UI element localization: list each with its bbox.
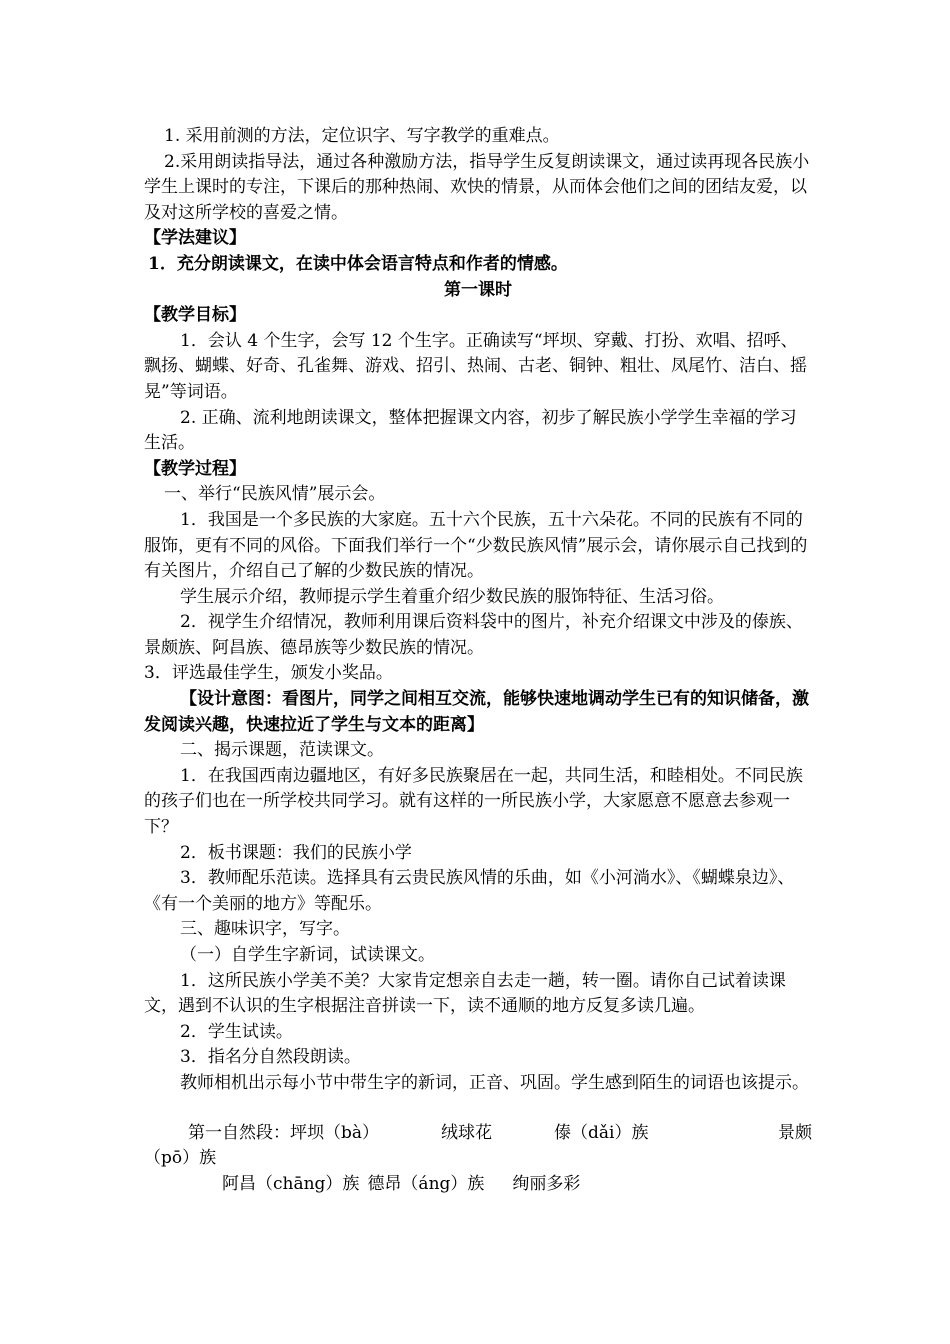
process-paragraph: 1．我国是一个多民族的大家庭。五十六个民族，五十六朵花。不同的民族有不同的服饰，更有不同的风俗。下面我们举行一个“少数民族风情”展示会，请你展示自己找到的有关图片，介绍自己了解的少数民族的情况。 <box>144 509 808 582</box>
vocab-item: 绒球花 <box>441 1122 493 1143</box>
process-step-2: 二、揭示课题，范读课文。 <box>180 740 384 761</box>
process-paragraph: 3．指名分自然段朗读。 <box>180 1047 361 1068</box>
spacer <box>144 1097 812 1121</box>
process-paragraph: 2．视学生介绍情况，教师利用课后资料袋中的图片，补充介绍课文中涉及的傣族、景颇族、阿昌族、德昂族等少数民族的情况。 <box>144 612 803 658</box>
process-paragraph: 2．板书课题：我们的民族小学 <box>180 842 412 863</box>
process-paragraph: 1．在我国西南边疆地区，有好多民族聚居在一起，共同生活，和睦相处。不同民族的孩子们也在一所学校共同学习。就有这样的一所民族小学，大家愿意不愿意去参观一下？ <box>144 765 803 838</box>
vocab-item: 第一自然段：坪坝（bà） <box>188 1122 380 1143</box>
goal-item-2: 2. 正确、流利地朗读课文，整体把握课文内容，初步了解民族小学学生幸福的学习生活。 <box>144 407 797 454</box>
method-item-1: 1. 采用前测的方法，定位识字、写字教学的重难点。 <box>164 126 560 146</box>
vocab-item: 绚丽多彩 <box>512 1173 581 1194</box>
vocab-item: 阿昌（chāng）族 <box>222 1173 360 1194</box>
goal-item-1: 1．会认 4 个生字，会写 12 个生字。正确读写“坪坝、穿戴、打扮、欢唱、招呼、飘扬、蝴蝶、好奇、孔雀舞、游戏、招引、热闹、古老、铜钟、粗壮、凤尾竹、洁白、摇晃”等词语。 <box>144 330 807 402</box>
lesson-title: 第一课时 <box>444 279 512 300</box>
vocab-item: 德昂（áng）族 <box>367 1173 485 1194</box>
vocab-item: 傣（dǎi）族 <box>554 1122 649 1143</box>
process-paragraph: 教师相机出示每小节中带生字的新词，正音、巩固。学生感到陌生的词语也该提示。 <box>180 1072 809 1093</box>
method-item-2: 2.采用朗读指导法，通过各种激励方法，指导学生反复朗读课文，通过读再现各民族小学生上课时的专注，下课后的那种热闹、欢快的情景，从而体会他们之间的团结友爱，以及对这所学校的喜爱之情。 <box>144 151 810 223</box>
vocab-row-1 <box>144 1121 812 1147</box>
process-step-1: 一、举行“民族风情”展示会。 <box>164 484 386 505</box>
process-paragraph: 3．教师配乐范读。选择具有云贵民族风情的乐曲，如《小河淌水》、《蝴蝶泉边》、《有一个美丽的地方》等配乐。 <box>144 868 795 914</box>
section-heading-goals: 【教学目标】 <box>144 305 246 326</box>
section-heading-study-advice: 【学法建议】 <box>144 228 246 249</box>
section-heading-process: 【教学过程】 <box>144 458 246 479</box>
process-substep: （一）自学生字新词，试读课文。 <box>180 945 435 965</box>
study-advice-item-1: 1．充分朗读课文，在读中体会语言特点和作者的情感。 <box>148 253 568 274</box>
document-body <box>144 124 812 1197</box>
process-paragraph: 3．评选最佳学生，颁发小奖品。 <box>144 663 393 684</box>
vocab-item: 景颇 <box>778 1122 812 1143</box>
vocab-row-2 <box>144 1172 812 1198</box>
vocab-row-1-continued: （pō）族 <box>144 1148 217 1169</box>
process-step-3: 三、趣味识字，写字。 <box>180 919 350 940</box>
process-paragraph: 1．这所民族小学美不美？大家肯定想亲自去走一趟，转一圈。请你自己试着读课文，遇到不认识的生字根据注音拼读一下，读不通顺的地方反复多读几遍。 <box>144 970 786 1017</box>
process-paragraph: 学生展示介绍，教师提示学生着重介绍少数民族的服饰特征、生活习俗。 <box>180 586 724 607</box>
process-paragraph: 2．学生试读。 <box>180 1021 293 1042</box>
design-intent-note: 【设计意图：看图片，同学之间相互交流，能够快速地调动学生已有的知识储备，激发阅读兴趣，快速拉近了学生与文本的距离】 <box>144 689 809 735</box>
